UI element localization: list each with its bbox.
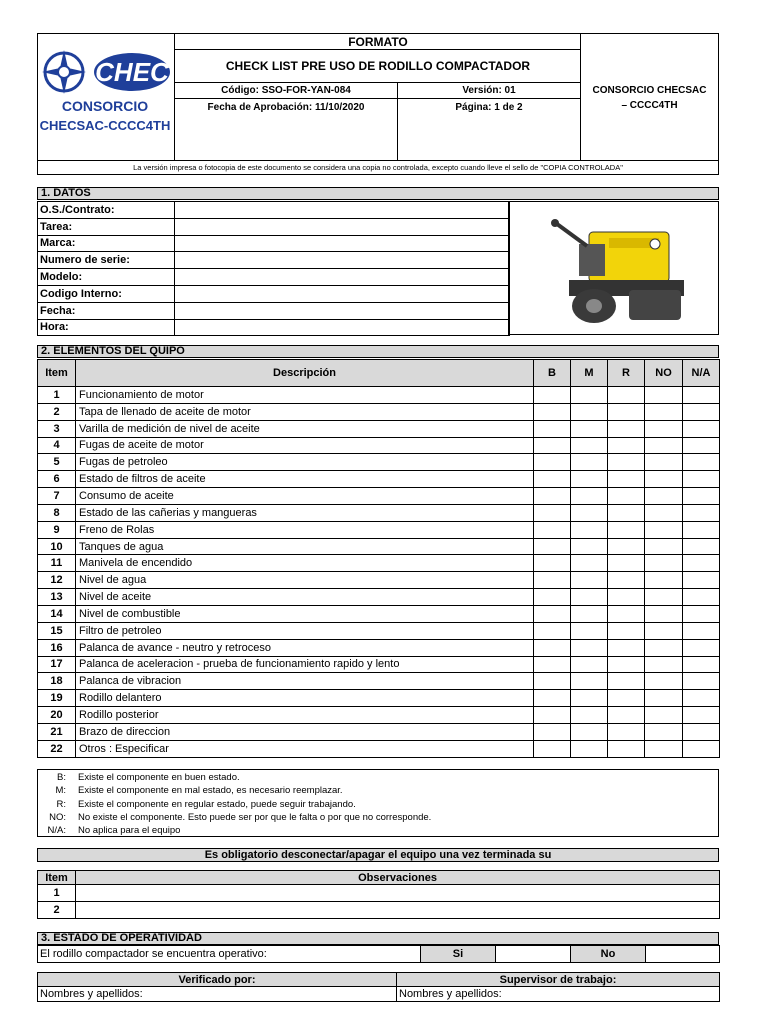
item-number: 15 bbox=[38, 622, 76, 639]
item-check-b[interactable] bbox=[534, 521, 571, 538]
item-check-na[interactable] bbox=[683, 673, 720, 690]
formato-label: FORMATO bbox=[348, 35, 408, 49]
item-check-r[interactable] bbox=[608, 639, 645, 656]
item-check-m[interactable] bbox=[571, 707, 608, 724]
item-description: Nivel de agua bbox=[76, 572, 534, 589]
fecha-aprobacion-label: Fecha de Aprobación: 11/10/2020 bbox=[207, 102, 365, 113]
item-check-no[interactable] bbox=[645, 488, 683, 505]
item-check-r[interactable] bbox=[608, 387, 645, 404]
item-check-r[interactable] bbox=[608, 521, 645, 538]
item-check-r[interactable] bbox=[608, 437, 645, 454]
legend-entry bbox=[38, 824, 718, 837]
roller-compactor-photo bbox=[508, 201, 719, 335]
item-row bbox=[38, 387, 720, 404]
item-check-b[interactable] bbox=[534, 639, 571, 656]
item-row bbox=[38, 420, 720, 437]
item-check-na[interactable] bbox=[683, 387, 720, 404]
item-row bbox=[38, 454, 720, 471]
document-title: CHECK LIST PRE USO DE RODILLO COMPACTADOR bbox=[225, 59, 531, 73]
item-check-m[interactable] bbox=[571, 690, 608, 707]
item-row bbox=[38, 622, 720, 639]
item-check-na[interactable] bbox=[683, 707, 720, 724]
item-check-na[interactable] bbox=[683, 403, 720, 420]
item-check-m[interactable] bbox=[571, 740, 608, 757]
item-row bbox=[38, 605, 720, 622]
item-check-b[interactable] bbox=[534, 740, 571, 757]
item-check-m[interactable] bbox=[571, 403, 608, 420]
item-check-r[interactable] bbox=[608, 589, 645, 606]
legend-entry bbox=[38, 811, 718, 824]
codigo-label: Código: SSO-FOR-YAN-084 bbox=[221, 85, 351, 96]
legend-key: N/A: bbox=[47, 825, 66, 837]
estado-si-label: Si bbox=[421, 946, 496, 963]
datos-field-input[interactable] bbox=[175, 235, 510, 252]
estado-si-checkbox[interactable] bbox=[496, 946, 571, 963]
item-description: Rodillo delantero bbox=[76, 690, 534, 707]
item-check-na[interactable] bbox=[683, 622, 720, 639]
right-org-line2: – CCCC4TH bbox=[621, 100, 678, 111]
item-check-m[interactable] bbox=[571, 673, 608, 690]
datos-table bbox=[37, 201, 510, 336]
item-check-no[interactable] bbox=[645, 723, 683, 740]
item-check-no[interactable] bbox=[645, 387, 683, 404]
col-header-na: N/A bbox=[683, 360, 720, 387]
estado-no-checkbox[interactable] bbox=[646, 946, 720, 963]
item-check-na[interactable] bbox=[683, 437, 720, 454]
item-check-r[interactable] bbox=[608, 605, 645, 622]
col-header-item: Item bbox=[38, 360, 76, 387]
header-org-block bbox=[581, 34, 718, 160]
item-description: Palanca de aceleracion - prueba de funcionamiento rapido y lento bbox=[76, 656, 534, 673]
item-row bbox=[38, 521, 720, 538]
item-check-m[interactable] bbox=[571, 605, 608, 622]
item-row bbox=[38, 740, 720, 757]
item-check-na[interactable] bbox=[683, 555, 720, 572]
item-check-b[interactable] bbox=[534, 605, 571, 622]
item-description: Fugas de petroleo bbox=[76, 454, 534, 471]
item-check-na[interactable] bbox=[683, 420, 720, 437]
item-check-no[interactable] bbox=[645, 572, 683, 589]
item-description: Funcionamiento de motor bbox=[76, 387, 534, 404]
item-description: Estado de las cañerias y mangueras bbox=[76, 504, 534, 521]
item-check-b[interactable] bbox=[534, 656, 571, 673]
estado-no-label: No bbox=[571, 946, 646, 963]
item-number: 8 bbox=[38, 504, 76, 521]
item-description: Palanca de avance - neutro y retroceso bbox=[76, 639, 534, 656]
item-number: 16 bbox=[38, 639, 76, 656]
item-check-b[interactable] bbox=[534, 437, 571, 454]
item-row bbox=[38, 555, 720, 572]
datos-field-label: Numero de serie: bbox=[38, 252, 175, 269]
legend-key: R: bbox=[56, 798, 66, 810]
item-check-m[interactable] bbox=[571, 572, 608, 589]
item-row bbox=[38, 589, 720, 606]
item-check-b[interactable] bbox=[534, 622, 571, 639]
item-check-r[interactable] bbox=[608, 707, 645, 724]
datos-field-label: Codigo Interno: bbox=[38, 285, 175, 302]
item-check-no[interactable] bbox=[645, 420, 683, 437]
item-check-r[interactable] bbox=[608, 690, 645, 707]
item-number: 14 bbox=[38, 605, 76, 622]
item-number: 7 bbox=[38, 488, 76, 505]
svg-text:CHEC: CHEC bbox=[95, 57, 169, 87]
legend-box bbox=[37, 769, 719, 837]
item-check-na[interactable] bbox=[683, 572, 720, 589]
item-row bbox=[38, 437, 720, 454]
supervisor-label: Supervisor de trabajo: bbox=[397, 973, 720, 987]
item-number: 17 bbox=[38, 656, 76, 673]
item-check-na[interactable] bbox=[683, 521, 720, 538]
item-check-no[interactable] bbox=[645, 403, 683, 420]
item-description: Filtro de petroleo bbox=[76, 622, 534, 639]
item-row bbox=[38, 723, 720, 740]
item-number: 10 bbox=[38, 538, 76, 555]
firmas-table bbox=[37, 972, 720, 1002]
legend-key: B: bbox=[57, 772, 66, 783]
item-number: 18 bbox=[38, 673, 76, 690]
legend-entry bbox=[38, 798, 718, 811]
col-header-no: NO bbox=[645, 360, 683, 387]
item-check-r[interactable] bbox=[608, 488, 645, 505]
item-check-no[interactable] bbox=[645, 707, 683, 724]
item-check-r[interactable] bbox=[608, 403, 645, 420]
item-description: Estado de filtros de aceite bbox=[76, 471, 534, 488]
org-name-line1: CONSORCIO bbox=[61, 98, 149, 114]
item-check-r[interactable] bbox=[608, 471, 645, 488]
item-check-na[interactable] bbox=[683, 656, 720, 673]
item-check-m[interactable] bbox=[571, 521, 608, 538]
item-row bbox=[38, 673, 720, 690]
legend-value: Existe el componente en regular estado, puede seguir trabajando. bbox=[78, 798, 356, 810]
item-check-na[interactable] bbox=[683, 488, 720, 505]
col-header-descripcion: Descripción bbox=[76, 360, 534, 387]
item-check-b[interactable] bbox=[534, 471, 571, 488]
estado-section-title: 3. ESTADO DE OPERATIVIDAD bbox=[37, 932, 719, 945]
item-check-na[interactable] bbox=[683, 538, 720, 555]
item-check-m[interactable] bbox=[571, 437, 608, 454]
verificado-label: Verificado por: bbox=[38, 973, 397, 987]
legend-value: Existe el componente en mal estado, es necesario reemplazar. bbox=[78, 785, 343, 797]
pagina-label: Página: 1 de 2 bbox=[455, 102, 523, 113]
item-check-no[interactable] bbox=[645, 589, 683, 606]
document-header bbox=[37, 33, 719, 175]
item-description: Tapa de llenado de aceite de motor bbox=[76, 403, 534, 420]
item-check-no[interactable] bbox=[645, 471, 683, 488]
item-check-b[interactable] bbox=[534, 707, 571, 724]
item-row bbox=[38, 504, 720, 521]
datos-field-input[interactable] bbox=[175, 319, 510, 336]
item-check-r[interactable] bbox=[608, 673, 645, 690]
item-check-no[interactable] bbox=[645, 740, 683, 757]
item-check-no[interactable] bbox=[645, 521, 683, 538]
item-number: 12 bbox=[38, 572, 76, 589]
obs-row-number: 1 bbox=[38, 885, 76, 902]
item-check-m[interactable] bbox=[571, 538, 608, 555]
datos-field-input[interactable] bbox=[175, 285, 510, 302]
estado-question: El rodillo compactador se encuentra operativo: bbox=[38, 946, 421, 963]
item-row bbox=[38, 656, 720, 673]
item-number: 9 bbox=[38, 521, 76, 538]
item-check-r[interactable] bbox=[608, 538, 645, 555]
datos-field-label: Fecha: bbox=[38, 302, 175, 319]
item-number: 6 bbox=[38, 471, 76, 488]
legend-value: No aplica para el equipo bbox=[78, 825, 181, 837]
item-check-no[interactable] bbox=[645, 504, 683, 521]
datos-field-label: Hora: bbox=[38, 319, 175, 336]
item-check-no[interactable] bbox=[645, 673, 683, 690]
obligatorio-notice: Es obligatorio desconectar/apagar el equipo una vez terminada su bbox=[37, 848, 719, 862]
item-check-no[interactable] bbox=[645, 437, 683, 454]
item-check-m[interactable] bbox=[571, 471, 608, 488]
item-check-m[interactable] bbox=[571, 723, 608, 740]
item-description: Consumo de aceite bbox=[76, 488, 534, 505]
supervisor-nombres-field[interactable]: Nombres y apellidos: bbox=[397, 987, 720, 1002]
item-check-no[interactable] bbox=[645, 454, 683, 471]
obs-row-number: 2 bbox=[38, 902, 76, 919]
estado-table bbox=[37, 945, 720, 963]
item-check-no[interactable] bbox=[645, 622, 683, 639]
item-description: Palanca de vibracion bbox=[76, 673, 534, 690]
item-number: 19 bbox=[38, 690, 76, 707]
item-row bbox=[38, 403, 720, 420]
item-check-b[interactable] bbox=[534, 454, 571, 471]
item-row bbox=[38, 488, 720, 505]
item-row bbox=[38, 538, 720, 555]
item-check-na[interactable] bbox=[683, 589, 720, 606]
item-check-r[interactable] bbox=[608, 504, 645, 521]
obs-col-item: Item bbox=[38, 871, 76, 885]
datos-field-input[interactable] bbox=[175, 218, 510, 235]
legend-value: Existe el componente en buen estado. bbox=[78, 772, 240, 783]
item-check-na[interactable] bbox=[683, 639, 720, 656]
item-check-b[interactable] bbox=[534, 403, 571, 420]
item-check-no[interactable] bbox=[645, 538, 683, 555]
item-check-b[interactable] bbox=[534, 572, 571, 589]
item-check-m[interactable] bbox=[571, 504, 608, 521]
item-check-m[interactable] bbox=[571, 656, 608, 673]
item-description: Nivel de combustible bbox=[76, 605, 534, 622]
obs-row-field[interactable] bbox=[76, 902, 720, 919]
elementos-table bbox=[37, 359, 720, 758]
datos-field-input[interactable] bbox=[175, 202, 510, 219]
item-check-na[interactable] bbox=[683, 740, 720, 757]
right-org-line1: CONSORCIO CHECSAC bbox=[592, 85, 707, 96]
verificado-nombres-field[interactable]: Nombres y apellidos: bbox=[38, 987, 397, 1002]
datos-field-label: Modelo: bbox=[38, 269, 175, 286]
col-header-r: R bbox=[608, 360, 645, 387]
item-check-m[interactable] bbox=[571, 589, 608, 606]
item-row bbox=[38, 690, 720, 707]
item-check-m[interactable] bbox=[571, 454, 608, 471]
item-check-na[interactable] bbox=[683, 723, 720, 740]
item-check-b[interactable] bbox=[534, 538, 571, 555]
datos-field-label: O.S./Contrato: bbox=[38, 202, 175, 219]
item-description: Fugas de aceite de motor bbox=[76, 437, 534, 454]
item-number: 22 bbox=[38, 740, 76, 757]
item-check-r[interactable] bbox=[608, 555, 645, 572]
item-check-b[interactable] bbox=[534, 387, 571, 404]
datos-field-input[interactable] bbox=[175, 269, 510, 286]
obs-row-field[interactable] bbox=[76, 885, 720, 902]
item-check-na[interactable] bbox=[683, 690, 720, 707]
datos-section-title: 1. DATOS bbox=[37, 187, 719, 200]
item-check-m[interactable] bbox=[571, 622, 608, 639]
legend-value: No existe el componente. Esto puede ser por que le falta o por que no corresponde. bbox=[78, 811, 432, 823]
item-check-b[interactable] bbox=[534, 723, 571, 740]
item-check-r[interactable] bbox=[608, 420, 645, 437]
item-check-r[interactable] bbox=[608, 740, 645, 757]
item-check-b[interactable] bbox=[534, 690, 571, 707]
datos-field-label: Tarea: bbox=[38, 218, 175, 235]
item-number: 3 bbox=[38, 420, 76, 437]
item-check-m[interactable] bbox=[571, 488, 608, 505]
item-row bbox=[38, 639, 720, 656]
item-check-r[interactable] bbox=[608, 454, 645, 471]
item-check-r[interactable] bbox=[608, 723, 645, 740]
item-number: 5 bbox=[38, 454, 76, 471]
item-check-na[interactable] bbox=[683, 471, 720, 488]
item-number: 2 bbox=[38, 403, 76, 420]
col-header-m: M bbox=[571, 360, 608, 387]
item-check-m[interactable] bbox=[571, 639, 608, 656]
item-check-b[interactable] bbox=[534, 488, 571, 505]
item-description: Freno de Rolas bbox=[76, 521, 534, 538]
item-number: 11 bbox=[38, 555, 76, 572]
item-check-b[interactable] bbox=[534, 420, 571, 437]
item-check-m[interactable] bbox=[571, 555, 608, 572]
item-check-b[interactable] bbox=[534, 504, 571, 521]
item-row bbox=[38, 471, 720, 488]
item-description: Brazo de direccion bbox=[76, 723, 534, 740]
item-check-m[interactable] bbox=[571, 387, 608, 404]
item-check-no[interactable] bbox=[645, 639, 683, 656]
item-description: Otros : Especificar bbox=[76, 740, 534, 757]
version-label: Versión: 01 bbox=[462, 85, 516, 96]
item-check-r[interactable] bbox=[608, 622, 645, 639]
item-check-no[interactable] bbox=[645, 605, 683, 622]
legend-key: M: bbox=[55, 785, 66, 797]
item-check-na[interactable] bbox=[683, 605, 720, 622]
item-check-no[interactable] bbox=[645, 555, 683, 572]
item-number: 21 bbox=[38, 723, 76, 740]
item-check-na[interactable] bbox=[683, 504, 720, 521]
legend-entry bbox=[38, 784, 718, 797]
item-description: Nivel de aceite bbox=[76, 589, 534, 606]
item-description: Rodillo posterior bbox=[76, 707, 534, 724]
item-number: 13 bbox=[38, 589, 76, 606]
datos-field-label: Marca: bbox=[38, 235, 175, 252]
item-description: Tanques de agua bbox=[76, 538, 534, 555]
item-check-no[interactable] bbox=[645, 656, 683, 673]
item-number: 4 bbox=[38, 437, 76, 454]
elementos-section-title: 2. ELEMENTOS DEL QUIPO bbox=[37, 345, 719, 358]
obs-col-observaciones: Observaciones bbox=[76, 871, 720, 885]
item-check-m[interactable] bbox=[571, 420, 608, 437]
chec-logo-icon bbox=[40, 48, 174, 94]
item-number: 20 bbox=[38, 707, 76, 724]
roller-compactor-icon bbox=[509, 202, 720, 336]
item-check-no[interactable] bbox=[645, 690, 683, 707]
disclaimer-text: La versión impresa o fotocopia de este documento se considera una copia no controlada, excepto cuando lleve el sello de "COPIA CONTROLADA" bbox=[38, 160, 718, 174]
item-check-r[interactable] bbox=[608, 572, 645, 589]
legend-entry bbox=[38, 771, 718, 784]
org-name-line2: CHECSAC-CCCC4TH bbox=[39, 118, 171, 133]
datos-field-input[interactable] bbox=[175, 302, 510, 319]
item-number: 1 bbox=[38, 387, 76, 404]
item-check-b[interactable] bbox=[534, 673, 571, 690]
item-check-na[interactable] bbox=[683, 454, 720, 471]
header-title-block bbox=[175, 34, 581, 160]
datos-field-input[interactable] bbox=[175, 252, 510, 269]
legend-key: NO: bbox=[49, 811, 66, 823]
observaciones-table bbox=[37, 870, 720, 919]
col-header-b: B bbox=[534, 360, 571, 387]
item-description: Varilla de medición de nivel de aceite bbox=[76, 420, 534, 437]
item-check-b[interactable] bbox=[534, 589, 571, 606]
company-logo-block bbox=[38, 34, 175, 160]
item-description: Manivela de encendido bbox=[76, 555, 534, 572]
item-row bbox=[38, 572, 720, 589]
item-row bbox=[38, 707, 720, 724]
item-check-b[interactable] bbox=[534, 555, 571, 572]
item-check-r[interactable] bbox=[608, 656, 645, 673]
